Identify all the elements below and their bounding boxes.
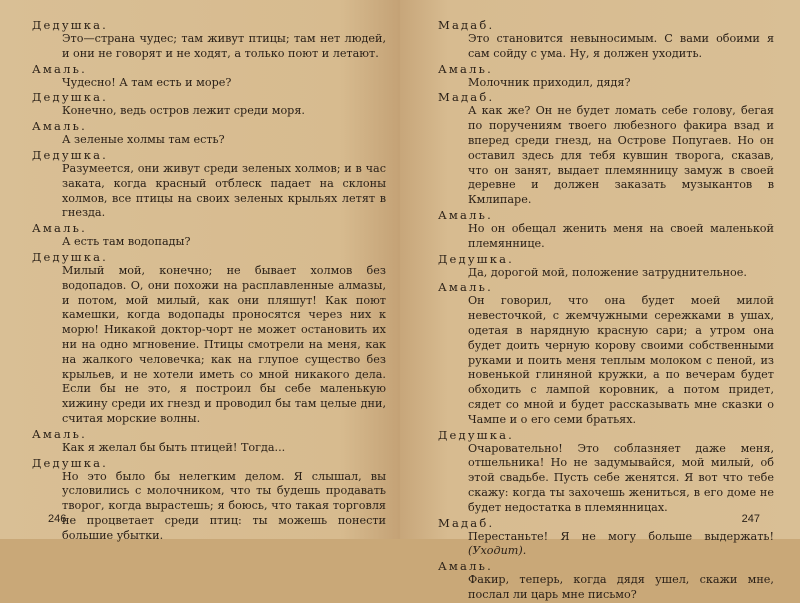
speaker-name: Мадаб. [438, 515, 495, 530]
speaker-name: Амаль. [438, 559, 493, 574]
speaker-name: Дедушка. [438, 427, 514, 442]
dialogue-block [32, 62, 386, 91]
speech-text [62, 235, 386, 250]
speech-line: Он говорил, что она будет моей милой невесточкой, с жемчужными сережками в ушах, одетая в нарядную красную сари; а утром она будет доить черную корову своими собственными руками и поить меня теплым молоком с пеной, из новенькой глиняной кружки, а по вечерам будет обходить с лампой коровник, а потом придет, сядет со мной и будет рассказывать мне сказки о Чампе и о его семи братьях. [468, 294, 774, 426]
dialogue-block [32, 427, 386, 456]
speech-text [468, 530, 774, 560]
speech-line: Да, дорогой мой, положение затруднительное. [468, 265, 747, 279]
dialogue-block [32, 90, 386, 119]
speech-line: А как же? Он не будет ломать себе голову, бегая по поручениям твоего любезного факира взад и вперед среди гнезд, на Острове Попугаев. Но он оставил здесь для тебя кувшин творога, сказав, что он занят, выдает племянницу замуж в своей деревне и должен заказать музыкантов в Кмлипаре. [468, 104, 774, 207]
dialogue-block [438, 90, 774, 208]
speaker-name: Дедушка. [32, 147, 108, 162]
dialogue-block [438, 62, 774, 91]
speech-line: Чудесно! А там есть и море? [62, 75, 232, 89]
speech-line: Но это было бы нелегким делом. Я слышал, вы условились с молочником, что ты будешь продавать творог, когда вырастешь; я боюсь, что такая торговля не процветает среди птиц: ты можешь понести большие убытки. [62, 469, 386, 542]
speech-text [468, 442, 774, 516]
dialogue-block [438, 18, 774, 62]
speaker-name: Дедушка. [438, 251, 514, 266]
speech-text [62, 162, 386, 221]
speaker-name: Амаль. [438, 207, 493, 222]
speech-line: Факир, теперь, когда дядя ушел, скажи мне, послал ли царь мне письмо? [468, 573, 774, 601]
dialogue-block [438, 516, 774, 560]
speaker-name: Дедушка. [32, 455, 108, 470]
speaker-name: Амаль. [32, 426, 87, 441]
dialogue-block [32, 456, 386, 544]
speaker-name: Дедушка. [32, 90, 108, 105]
speech-text [62, 441, 386, 456]
speech-line: Конечно, ведь остров лежит среди моря. [62, 104, 305, 118]
speech-text [468, 32, 774, 62]
speech-text [468, 104, 774, 208]
left-page [0, 0, 400, 542]
dialogue-block [32, 18, 386, 62]
speech-text [62, 264, 386, 427]
speaker-name: Амаль. [438, 280, 493, 295]
speech-text [62, 133, 386, 148]
speaker-name: Мадаб. [438, 18, 495, 32]
dialogue-block [438, 428, 774, 516]
speech-text [468, 76, 774, 91]
speech-text [468, 294, 774, 427]
speech-text [62, 104, 386, 119]
speaker-name: Дедушка. [32, 249, 108, 264]
dialogue-block [32, 221, 386, 250]
speech-text [468, 266, 774, 281]
dialogue-block [438, 559, 774, 603]
speech-line: А есть там водопады? [62, 235, 191, 249]
dialogue-block [32, 148, 386, 221]
speaker-name: Амаль. [32, 61, 87, 76]
right-dialogue [438, 18, 774, 603]
right-page [400, 0, 800, 601]
dialogue-block [32, 250, 386, 427]
speech-text [468, 222, 774, 252]
speech-line: Очаровательно! Это соблазняет даже меня, отшельника! Но не задумывайся, мой милый, об этой свадьбе. Пусть себе женятся. Я вот что тебе скажу: когда ты захочешь жениться, в его доме не будет недостатка в племянницах. [468, 441, 774, 514]
stage-direction: (Уходит). [468, 544, 527, 558]
speech-line: Перестаньте! Я не могу больше выдержать! [468, 529, 774, 543]
speech-text [62, 470, 386, 544]
speech-line: А зеленые холмы там есть? [62, 133, 225, 147]
dialogue-block [438, 280, 774, 427]
speech-line: Но он обещал женить меня на своей маленькой племяннице. [468, 221, 774, 250]
speech-text [62, 76, 386, 91]
speech-line: Это—страна чудес; там живут птицы; там нет людей, и они не говорят и не ходят, а только поют и летают. [62, 32, 386, 60]
speech-line: Молочник приходил, дядя? [468, 75, 631, 89]
speaker-name: Амаль. [32, 221, 87, 236]
speech-text [62, 32, 386, 62]
speaker-name: Дедушка. [32, 18, 108, 32]
page-number-left: 246 [48, 513, 67, 525]
speech-line: Это становится невыносимым. С вами обоими я сам сойду с ума. Ну, я должен уходить. [468, 32, 774, 60]
speaker-name: Амаль. [32, 119, 87, 134]
speech-line: Как я желал бы быть птицей! Тогда... [62, 440, 286, 454]
speaker-name: Амаль. [438, 61, 493, 76]
speech-text [468, 573, 774, 603]
speech-line: Разумеется, они живут среди зеленых холмов; и в час заката, когда красный отблеск падает на склоны холмов, все птицы на своих зеленых крыльях летят в гнезда. [62, 161, 386, 220]
page-number-right: 247 [741, 513, 760, 525]
dialogue-block [438, 252, 774, 281]
speech-line: Милый мой, конечно; не бывает холмов без водопадов. О, они похожи на расплавленные алмазы, и потом, мой милый, как они пляшут! Как поют камешки, когда водопады проносятся через них к морю! Никакой доктор-чорт не может остановить их ни на одно мгновение. Птицы смотрели на меня, как на жалкого человечка; как на глупое существо без крыльев, и не хотели иметь со мной никакого дела. Если бы не это, я построил бы себе маленькую хижину среди их гнезд и проводил бы там целые дни, считая морские волны. [62, 263, 386, 425]
speaker-name: Мадаб. [438, 90, 495, 105]
dialogue-block [32, 119, 386, 148]
left-dialogue [32, 18, 386, 544]
dialogue-block [438, 208, 774, 252]
